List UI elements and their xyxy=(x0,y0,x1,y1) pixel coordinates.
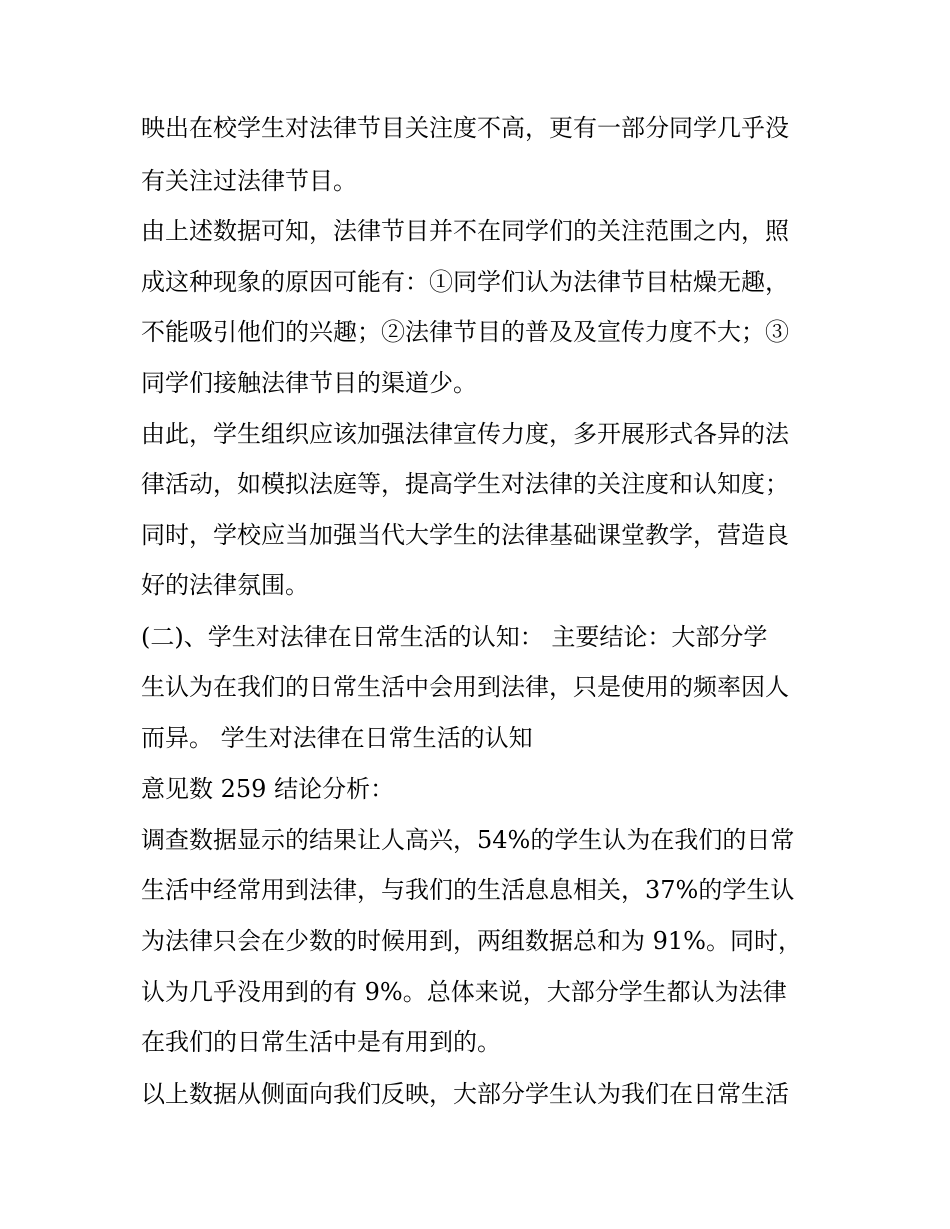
text-line: 认为几乎没用到的有 9%。总体来说，大部分学生都认为法律 xyxy=(141,978,787,1006)
text-line: 好的法律氛围。 xyxy=(141,571,309,599)
text-line: 而异。 学生对法律在日常生活的认知 xyxy=(141,724,533,752)
text-line: (二)、学生对法律在日常生活的认知： 主要结论：大部分学 xyxy=(141,623,768,651)
text-line: 律活动，如模拟法庭等，提高学生对法律的关注度和认知度； xyxy=(141,470,789,498)
text-line: 意见数 259 结论分析： xyxy=(141,775,395,803)
text-line: 有关注过法律节目。 xyxy=(141,167,357,195)
text-line: 映出在校学生对法律节目关注度不高，更有一部分同学几乎没 xyxy=(141,114,789,142)
text-line: 同学们接触法律节目的渠道少。 xyxy=(141,369,477,397)
text-line: 为法律只会在少数的时候用到，两组数据总和为 91%。同时， xyxy=(141,927,802,955)
text-line: 由上述数据可知，法律节目并不在同学们的关注范围之内，照 xyxy=(141,217,789,245)
text-line: 成这种现象的原因可能有：①同学们认为法律节目枯燥无趣， xyxy=(141,268,789,296)
text-line: 在我们的日常生活中是有用到的。 xyxy=(141,1028,501,1056)
text-line: 生活中经常用到法律，与我们的生活息息相关，37%的学生认 xyxy=(141,876,795,904)
text-line: 不能吸引他们的兴趣；②法律节目的普及及宣传力度不大；③ xyxy=(141,318,789,346)
text-line: 由此，学生组织应该加强法律宣传力度，多开展形式各异的法 xyxy=(141,420,789,448)
text-line: 生认为在我们的日常生活中会用到法律，只是使用的频率因人 xyxy=(141,673,789,701)
text-line: 同时，学校应当加强当代大学生的法律基础课堂教学，营造良 xyxy=(141,521,789,549)
text-line: 以上数据从侧面向我们反映，大部分学生认为我们在日常生活 xyxy=(141,1080,789,1108)
text-line: 调查数据显示的结果让人高兴，54%的学生认为在我们的日常 xyxy=(141,826,795,854)
